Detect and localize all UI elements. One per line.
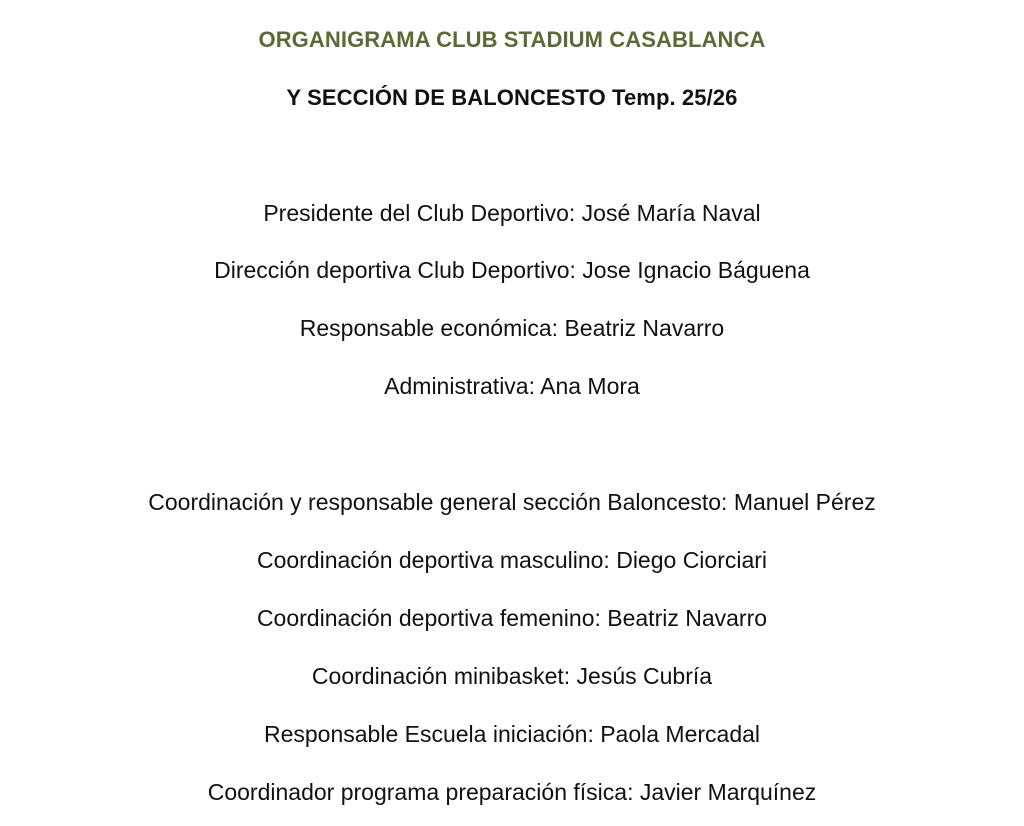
basketball-female-coordinator-line: Coordinación deportiva femenino: Beatriz Navarro (256, 605, 768, 631)
initiation-school-manager-line: Responsable Escuela iniciación: Paola Mercadal (263, 721, 761, 747)
document-subtitle: Y SECCIÓN DE BALONCESTO Temp. 25/26 (286, 85, 738, 110)
basketball-general-coordinator-line: Coordinación y responsable general sección Baloncesto: Manuel Pérez (148, 489, 876, 515)
minibasket-coordinator-line: Coordinación minibasket: Jesús Cubría (311, 663, 713, 689)
club-president-line: Presidente del Club Deportivo: José María Naval (263, 200, 761, 226)
basketball-male-coordinator-line: Coordinación deportiva masculino: Diego Ciorciari (256, 547, 768, 573)
club-financial-manager-line: Responsable económica: Beatriz Navarro (299, 315, 725, 341)
document-title: ORGANIGRAMA CLUB STADIUM CASABLANCA (258, 27, 766, 52)
physical-prep-coordinator-line: Coordinador programa preparación física: Javier Marquínez (207, 779, 817, 805)
club-sports-director-line: Dirección deportiva Club Deportivo: Jose Ignacio Báguena (214, 257, 810, 283)
club-administrative-line: Administrativa: Ana Mora (384, 373, 640, 399)
